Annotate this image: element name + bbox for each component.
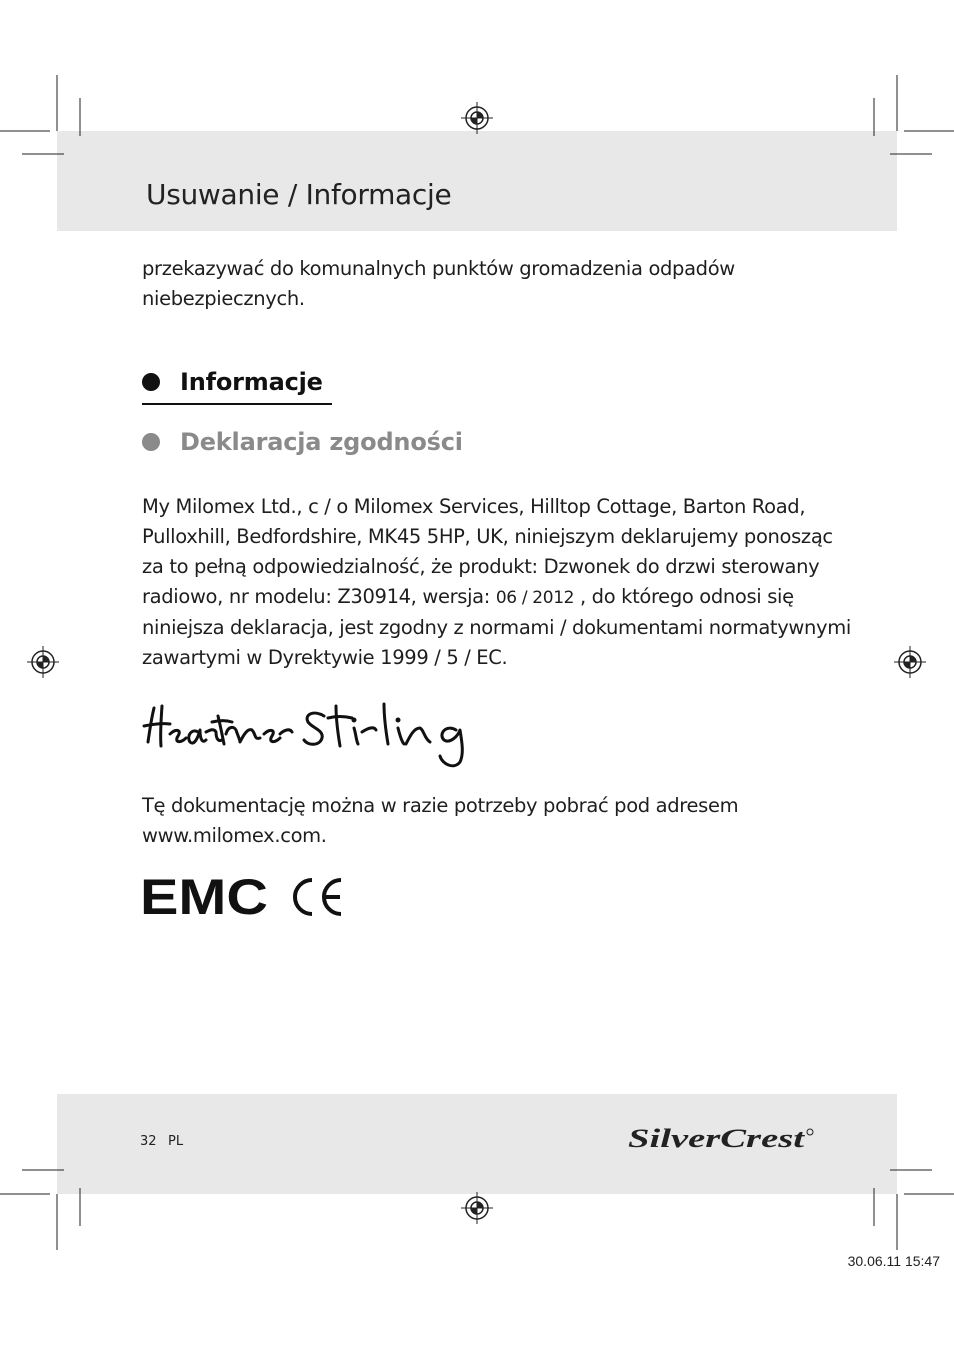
registration-mark-icon — [461, 102, 493, 134]
section-heading-deklaracja — [142, 428, 463, 456]
declaration-text: , do którego odnosi się — [574, 585, 794, 608]
intro-paragraph — [142, 254, 832, 314]
declaration-line: My Milomex Ltd., c / o Milomex Services, Hilltop Cottage, Barton Road, — [142, 495, 806, 518]
registered-trademark-icon — [807, 1129, 813, 1135]
version-number: 06 / 2012 — [495, 588, 575, 608]
signature-dot — [352, 718, 357, 723]
declaration-paragraph — [142, 492, 851, 673]
registration-mark-icon — [27, 646, 59, 678]
print-timestamp: 30.06.11 15:47 — [847, 1253, 940, 1269]
section-heading-label: Deklaracja zgodności — [180, 428, 463, 456]
signature-dot — [396, 718, 401, 723]
declaration-line: Pulloxhill, Bedfordshire, MK45 5HP, UK, niniejszym deklarujemy ponosząc — [142, 525, 833, 548]
declaration-line — [142, 582, 832, 613]
intro-line: niebezpiecznych. — [142, 287, 305, 310]
registration-mark-icon — [894, 646, 926, 678]
declaration-line: za to pełną odpowiedzialność, że produkt: Dzwonek do drzwi sterowany — [142, 555, 820, 578]
emc-logo — [140, 872, 270, 920]
download-paragraph — [142, 791, 832, 851]
intro-line: przekazywać do komunalnych punktów gromadzenia odpadów — [142, 257, 735, 280]
download-url: www.milomex.com. — [142, 824, 327, 847]
ce-mark-icon — [288, 876, 346, 918]
declaration-text: radiowo, nr modelu: Z30914, wersja: — [142, 585, 496, 608]
bullet-icon — [142, 433, 160, 451]
section-heading-informacje — [142, 368, 323, 396]
download-line: Tę dokumentację można w razie potrzeby pobrać pod adresem — [142, 794, 739, 817]
bullet-icon — [142, 373, 160, 391]
declaration-line: zawartymi w Dyrektywie 1999 / 5 / EC. — [142, 646, 508, 669]
page-number: 32 — [140, 1134, 157, 1149]
emc-logo-text: EMC — [140, 872, 268, 920]
registration-mark-icon — [461, 1192, 493, 1224]
page-title: Usuwanie / Informacje — [146, 178, 452, 211]
brand-name: SilverCrest — [628, 1124, 806, 1152]
silvercrest-logo — [628, 1124, 816, 1152]
section-heading-label: Informacje — [180, 368, 323, 396]
heading-underline — [142, 403, 332, 405]
signature-image — [140, 690, 500, 770]
declaration-line: niniejsza deklaracja, jest zgodny z normami / dokumentami normatywnymi — [142, 616, 851, 639]
language-code: PL — [168, 1134, 184, 1149]
